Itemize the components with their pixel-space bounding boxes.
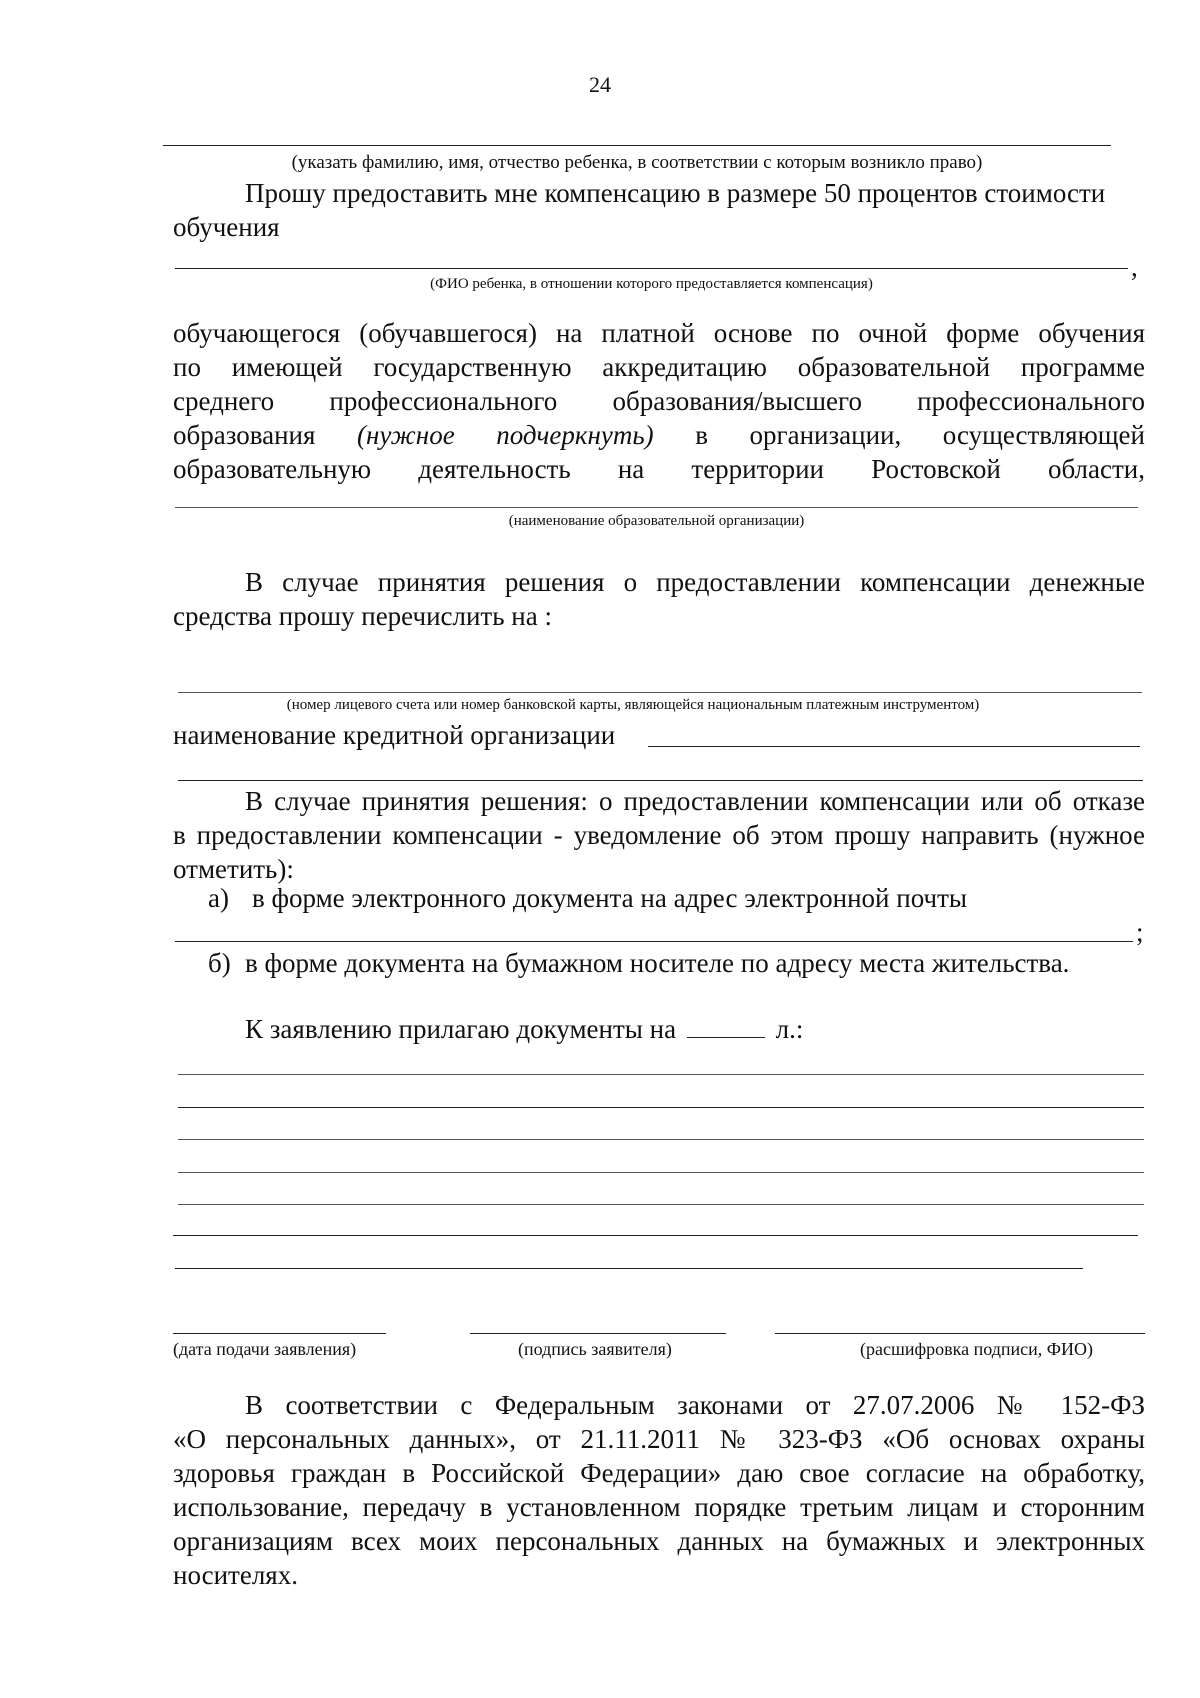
page-number: 24: [589, 72, 611, 97]
consent-line-6: носителях.: [173, 1560, 298, 1590]
transfer-text-1: В случае принятия решения о предоставлении компенсации денежные: [245, 567, 1145, 597]
study-line-3: среднего профессионального образования/высшего профессионального: [173, 386, 1145, 416]
student-name-line: [175, 268, 1128, 269]
underline-note: (нужное подчеркнуть): [356, 420, 654, 450]
study-line-4-start: образования: [173, 420, 316, 450]
notify-text-1: В случае принятия решения: о предоставлении компенсации или об отказе: [245, 786, 1145, 816]
name-decode-line: [775, 1333, 1145, 1334]
notify-line-2: [173, 818, 1145, 852]
child-name-caption: (указать фамилию, имя, отчество ребенка, в соответствии с которым возникло право): [291, 152, 983, 173]
study-paragraph: [173, 316, 1145, 486]
consent-text-1: В соответствии с Федеральным законами от 27.07.2006 № 152-ФЗ: [245, 1390, 1145, 1420]
attach-line-3: [178, 1139, 1144, 1140]
name-decode-caption: (расшифровка подписи, ФИО): [860, 1339, 1093, 1359]
student-line-comma: ,: [1131, 252, 1138, 282]
credit-org-line-2: [178, 780, 1143, 781]
attach-line-6: [173, 1235, 1138, 1236]
child-name-line: [163, 145, 1111, 146]
credit-org-line: [648, 746, 1140, 747]
option-b-text: в форме документа на бумажном носителе по адресу места жительства.: [245, 948, 1070, 978]
attach-pages-blank: [687, 1015, 765, 1038]
credit-org-label: наименование кредитной организации: [173, 720, 616, 750]
request-line-1: [245, 176, 1145, 210]
consent-text-2: «О персональных данных», от 21.11.2011 № 323-ФЗ «Об основах охраны: [173, 1424, 1145, 1454]
study-line-5: образовательную деятельность на территории Ростовской области,: [173, 454, 1145, 484]
option-b-marker: б): [208, 948, 231, 978]
account-line: [178, 692, 1142, 693]
consent-text-4: использование, передачу в установленном порядке третьим лицам и сторонним: [173, 1492, 1145, 1522]
account-caption: (номер лицевого счета или номер банковской карты, являющейся национальным платежным инструментом): [286, 697, 980, 713]
date-line: [173, 1333, 386, 1334]
attach-line-1: [178, 1074, 1144, 1075]
transfer-line-2: средства прошу перечислить на :: [173, 601, 552, 631]
attach-line-4: [178, 1172, 1144, 1173]
notify-line-1: [245, 784, 1145, 818]
option-a-marker: а): [208, 883, 229, 913]
request-text-1: Прошу предоставить мне компенсацию в размере 50 процентов стоимости: [245, 178, 1106, 208]
attach-line-7: [175, 1268, 1083, 1269]
date-caption: (дата подачи заявления): [173, 1339, 357, 1359]
org-name-line: [175, 507, 1138, 508]
student-name-caption: (ФИО ребенка, в отношении которого предоставляется компенсация): [430, 276, 873, 292]
consent-line-1: [245, 1388, 1145, 1422]
consent-text-5: организациям всех моих персональных данных на бумажных и электронных: [173, 1526, 1145, 1556]
notify-text-2: в предоставлении компенсации - уведомление об этом прошу направить (нужное: [173, 820, 1145, 850]
attach-text-after: л.:: [775, 1014, 804, 1044]
email-line-semicolon: ;: [1136, 917, 1144, 947]
request-line-2: обучения: [173, 212, 280, 242]
transfer-line-1: [245, 565, 1145, 599]
org-name-caption: (наименование образовательной организации): [508, 513, 805, 529]
attach-line: [245, 1012, 803, 1046]
study-line-4-end: в организации, осуществляющей: [695, 420, 1145, 450]
consent-text-3: здоровья граждан в Российской Федерации» даю свое согласие на обработку,: [173, 1458, 1145, 1488]
study-line-1: обучающегося (обучавшегося) на платной основе по очной форме обучения: [173, 318, 1145, 348]
consent-paragraph: [173, 1422, 1145, 1558]
attach-text-before: К заявлению прилагаю документы на: [245, 1014, 677, 1044]
notify-line-3: отметить):: [173, 854, 294, 884]
signature-caption: (подпись заявителя): [518, 1339, 672, 1359]
option-a-text: в форме электронного документа на адрес электронной почты: [252, 883, 968, 913]
attach-line-5: [178, 1204, 1144, 1205]
study-line-2: по имеющей государственную аккредитацию образовательной программе: [173, 352, 1145, 382]
study-line-4: [173, 418, 1145, 452]
attach-line-2: [178, 1107, 1144, 1108]
email-line: [175, 941, 1133, 942]
signature-line: [470, 1333, 726, 1334]
